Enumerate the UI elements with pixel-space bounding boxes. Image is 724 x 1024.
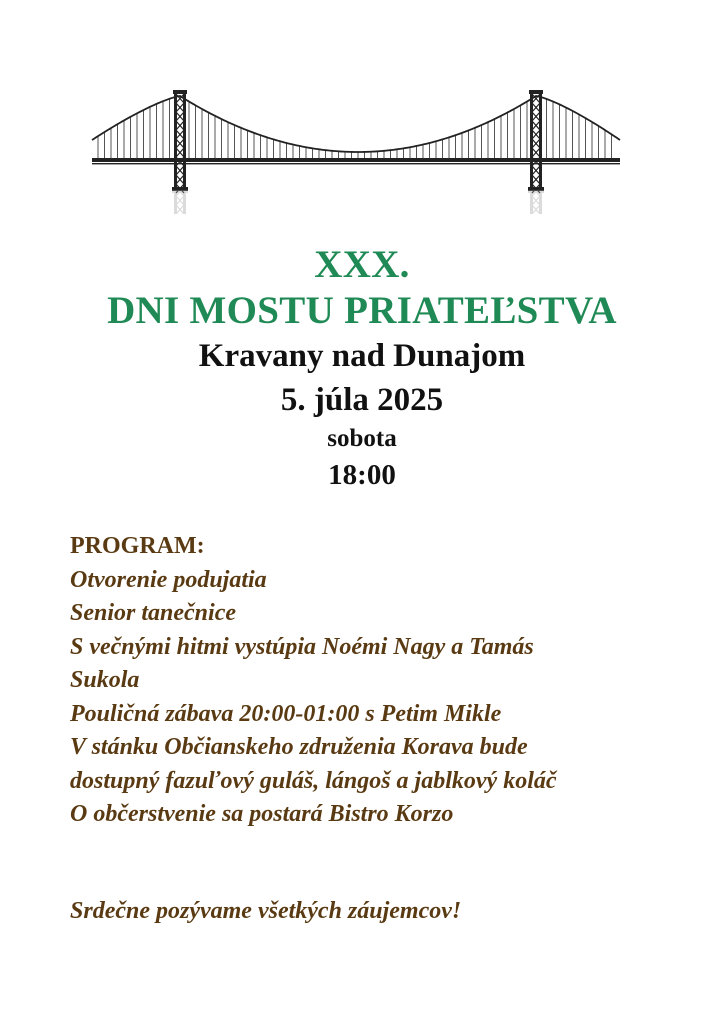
event-location: Kravany nad Dunajom xyxy=(198,338,526,374)
program-item: Sukola xyxy=(70,667,140,693)
program-item: Otvorenie podujatia xyxy=(70,566,267,593)
program-item: Pouličná zábava 20:00-01:00 s Petim Mikle xyxy=(70,700,502,727)
program-item: V stánku Občianskeho združenia Korava bude xyxy=(70,734,528,760)
program-heading: PROGRAM: xyxy=(70,533,205,559)
program-item: dostupný fazuľový guláš, lángoš a jablkový koláč xyxy=(70,767,557,794)
edition-number: XXX. xyxy=(314,243,410,286)
event-date: 5. júla 2025 xyxy=(280,382,444,418)
suspension-bridge-icon xyxy=(88,86,624,214)
program-item: S večnými hitmi vystúpia Noémi Nagy a Tamás xyxy=(70,633,534,660)
invitation-text: Srdečne pozývame všetkých záujemcov! xyxy=(70,898,462,924)
program-section xyxy=(70,530,670,832)
event-time: 18:00 xyxy=(328,459,396,491)
event-weekday: sobota xyxy=(327,425,397,452)
program-item: O občerstvenie sa postará Bistro Korzo xyxy=(70,801,454,827)
program-item: Senior tanečnice xyxy=(70,600,236,626)
event-title: DNI MOSTU PRIATEĽSTVA xyxy=(107,289,617,332)
